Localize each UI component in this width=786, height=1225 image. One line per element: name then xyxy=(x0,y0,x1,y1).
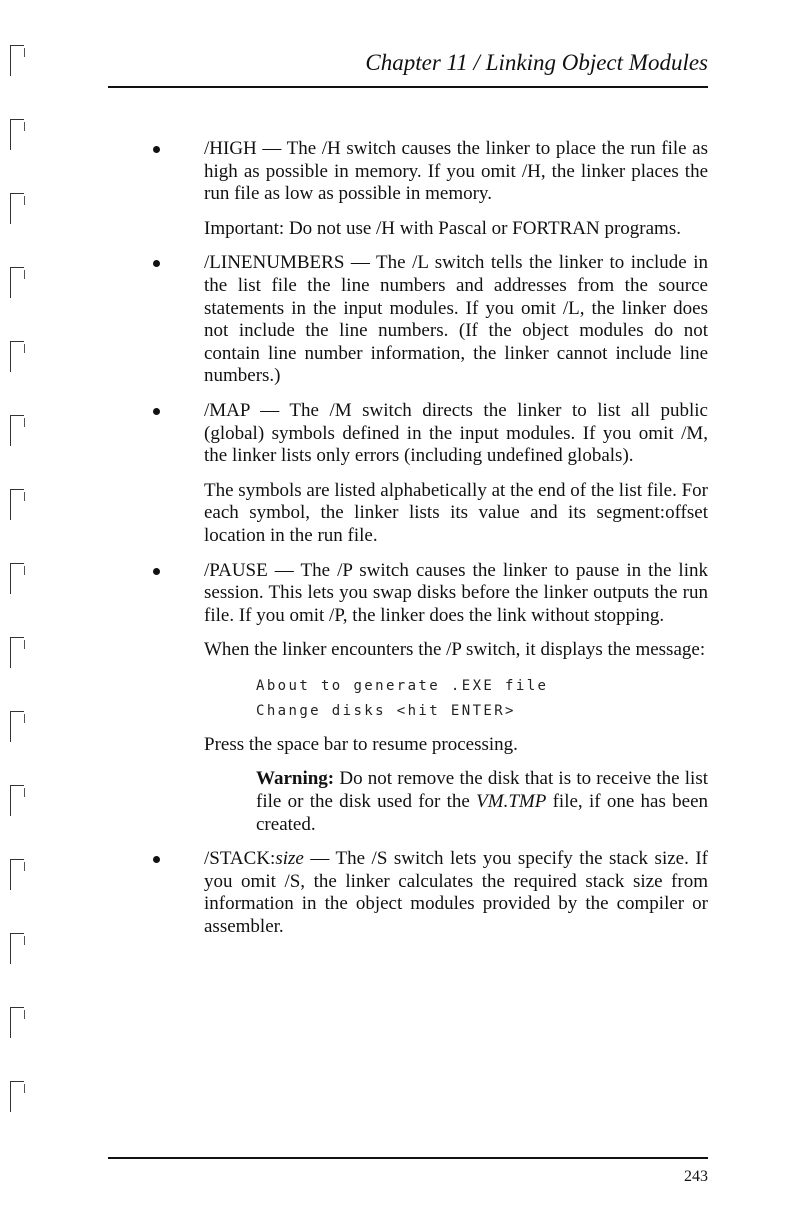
message-line: About to generate .EXE file xyxy=(256,677,549,694)
page-number: 243 xyxy=(684,1168,708,1185)
high-description: /HIGH — The /H switch causes the linker to place the run file as high as possible in memory. If you omit /H, the linker places the run file as low as possible in memory. xyxy=(204,138,708,205)
stack-description xyxy=(204,848,708,938)
binder-mark xyxy=(10,1081,24,1112)
bullet-icon xyxy=(153,260,160,267)
list-item-linenumbers xyxy=(108,252,708,388)
list-item-high xyxy=(108,138,708,206)
stack-switch-param: size xyxy=(275,848,304,870)
bullet-icon xyxy=(153,146,160,153)
chapter-header: Chapter 11 / Linking Object Modules xyxy=(365,50,708,75)
high-important-note: Important: Do not use /H with Pascal or FORTRAN programs. xyxy=(204,217,681,239)
map-symbols-note: The symbols are listed alphabetically at the end of the list file. For each symbol, the linker lists its value and its segment:offset location in the run file. xyxy=(204,479,708,546)
map-description: /MAP — The /M switch directs the linker to list all public (global) symbols defined in the input modules. If you omit /M, the linker lists only errors (including undefined globals). xyxy=(204,399,708,467)
bullet-icon xyxy=(153,856,160,863)
binder-mark xyxy=(10,193,24,224)
warning-note xyxy=(108,768,708,836)
binder-mark xyxy=(10,45,24,76)
binder-mark xyxy=(10,119,24,150)
linenumbers-description: /LINENUMBERS — The /L switch tells the linker to include in the list file the line numbers and addresses from the source statements in the input modules. If you omit /L, the linker does not include the line numbers. (If the object modules do not contain line number information, the linker cannot include line numbers.) xyxy=(204,252,708,387)
page-body xyxy=(108,138,708,951)
binder-mark xyxy=(10,267,24,298)
header-rule xyxy=(108,86,708,88)
bullet-icon xyxy=(153,408,160,415)
binder-margin-marks xyxy=(10,45,40,1155)
list-item-map xyxy=(108,400,708,468)
binder-mark xyxy=(10,785,24,816)
binder-mark xyxy=(10,563,24,594)
warning-file-name: VM.TMP xyxy=(476,791,547,813)
binder-mark xyxy=(10,933,24,964)
stack-switch-text: — The /S switch lets you specify the stack size. If you omit /S, the linker calculates the required stack size from information in the object modules provided by the compiler or assembler. xyxy=(204,848,709,938)
binder-mark xyxy=(10,489,24,520)
binder-mark xyxy=(10,711,24,742)
binder-mark xyxy=(10,1007,24,1038)
linker-message xyxy=(108,674,708,724)
warning-text-end: file, if one has been created. xyxy=(256,791,708,835)
pause-resume-note: Press the space bar to resume processing. xyxy=(204,733,518,755)
footer-rule xyxy=(108,1157,708,1159)
binder-mark xyxy=(10,415,24,446)
binder-mark xyxy=(10,637,24,668)
binder-mark xyxy=(10,341,24,372)
warning-label: Warning: xyxy=(256,768,335,790)
warning-text: Do not remove the disk that is to receive the list file or the disk used for the xyxy=(256,768,708,813)
bullet-icon xyxy=(153,568,160,575)
list-item-stack xyxy=(108,848,708,938)
list-item-pause xyxy=(108,560,708,628)
pause-message-intro: When the linker encounters the /P switch, it displays the message: xyxy=(204,639,706,661)
message-line: Change disks <hit ENTER> xyxy=(256,702,516,719)
binder-mark xyxy=(10,859,24,890)
stack-switch-name: /STACK: xyxy=(204,848,276,870)
pause-description: /PAUSE — The /P switch causes the linker to pause in the link session. This lets you swap disks before the linker outputs the run file. If you omit /P, the linker does the link without stopping. xyxy=(204,559,708,626)
